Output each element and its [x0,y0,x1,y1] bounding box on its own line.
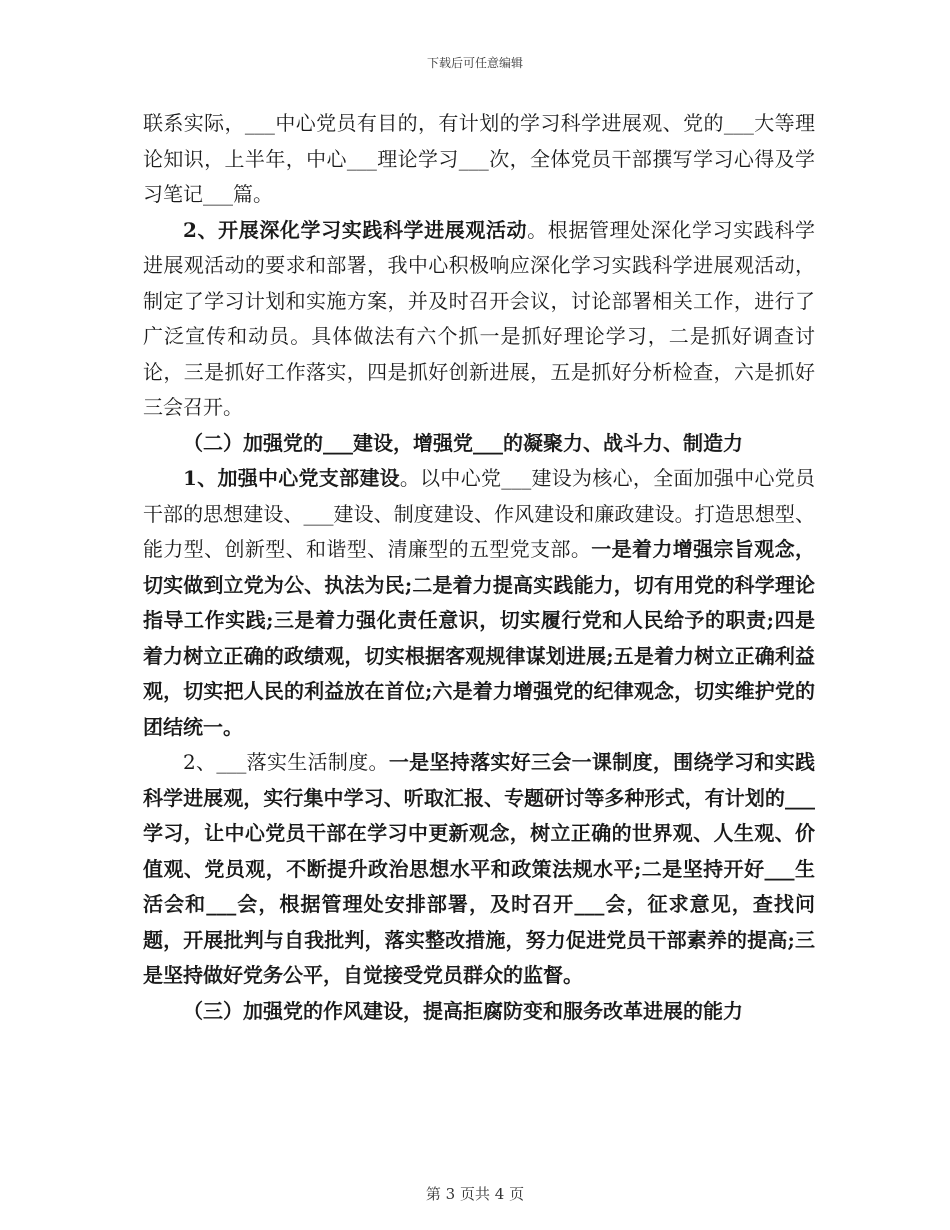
paragraph-bold-text: 一是坚持落实好三会一课制度，围绕学习和实践科学进展观，实行集中学习、听取汇报、专题研讨等多种形式，有计划的___学习，让中心党员干部在学习中更新观念，树立正确的世界观、人生观、价值观、党员观，不断提升政治思想水平和政策法规水平;二是坚持开好___生活会和___会，根据管理处安排部署，及时召开___会，征求意见，查找问题，开展批判与自我批判，落实整改措施，努力促进党员干部素养的提高;三是坚持做好党务公平，自觉接受党员群众的监督。 [143,750,816,987]
section-heading-3: （三）加强党的作风建设，提高拒腐防变和服务改革进展的能力 [183,998,743,1023]
paragraph-text: 。 [368,750,389,774]
paragraph-lead: 1、加强中心党支部建设 [183,466,400,490]
paragraph-lead: 2、___落实生活制度 [183,750,369,774]
document-body [143,106,815,1029]
paragraph-party-branch [143,461,815,745]
paragraph-bold-text: 一是着力增强宗旨观念，切实做到立党为公、执法为民;二是着力提高实践能力，切有用党的科学理论指导工作实践;三是着力强化责任意识，切实履行党和人民给予的职责;四是着力树立正确的政绩观，切实根据客观规律谋划进展;五是着力树立正确利益观，切实把人民的利益放在首位;六是着力增强党的纪律观念，切实维护党的团结统一。 [143,537,815,739]
paragraph-study-summary: 联系实际，___中心党员有目的，有计划的学习科学进展观、党的___大等理论知识，上半年，中心___理论学习___次，全体党员干部撰写学习心得及学习笔记___篇。 [143,111,815,206]
paragraph-practice-activity [143,213,815,426]
paragraph-life-system [143,745,815,994]
paragraph-text: 。以中心党___建设为核心，全面加强中心党员干部的思想建设、___建设、制度建设、作风建设和廉政建设。打造思想型、能力型、创新型、和谐型、清廉型的五型党支部。 [143,466,816,561]
paragraph-text: 。根据管理处深化学习实践科学进展观活动的要求和部署，我中心积极响应深化学习实践科学进展观活动，制定了学习计划和实施方案，并及时召开会议，讨论部署相关工作，进行了广泛宣传和动员。具体做法有六个抓一是抓好理论学习，二是抓好调查讨论，三是抓好工作落实，四是抓好创新进展，五是抓好分析检查，六是抓好三会召开。 [143,217,816,419]
paragraph-lead: 2、开展深化学习实践科学进展观活动 [183,217,528,242]
page-header: 下载后可任意编辑 [426,56,523,70]
page-footer: 第 3 页共 4 页 [425,1185,525,1203]
section-heading-2: （二）加强党的___建设，增强党___的凝聚力、战斗力、制造力 [183,430,743,455]
